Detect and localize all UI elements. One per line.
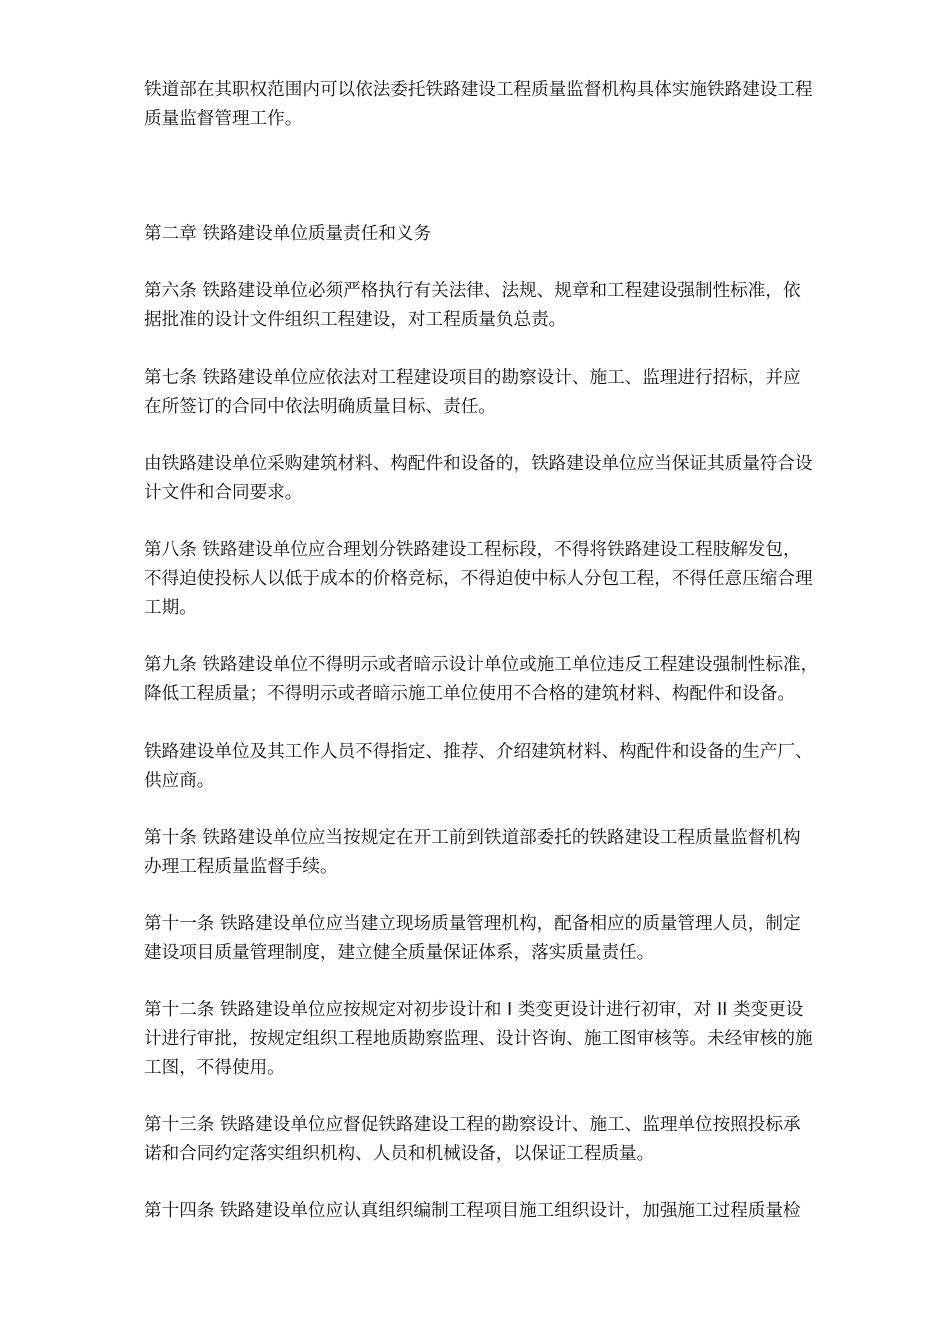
text-line: 第十二条 铁路建设单位应按规定对初步设计和 I 类变更设计进行初审，对 II 类变更设 <box>144 1000 804 1020</box>
article-7-paragraph <box>144 364 876 422</box>
chapter-heading-text: 第二章 铁路建设单位质量责任和义务 <box>144 224 432 244</box>
article-12-paragraph <box>144 996 876 1082</box>
intro-paragraph <box>144 76 876 134</box>
text-line: 工图，不得使用。 <box>144 1057 285 1078</box>
text-line: 第十一条 铁路建设单位应当建立现场质量管理机构，配备相应的质量管理人员，制定 <box>144 914 801 934</box>
text-line: 不得迫使投标人以低于成本的价格竞标，不得迫使中标人分包工程，不得任意压缩合理 <box>144 568 813 589</box>
article-9-paragraph <box>144 651 876 709</box>
text-line: 第十条 铁路建设单位应当按规定在开工前到铁道部委托的铁路建设工程质量监督机构 <box>144 828 801 848</box>
article-13-paragraph <box>144 1111 876 1169</box>
article-6-paragraph <box>144 277 876 335</box>
text-line: 质量监督管理工作。 <box>144 108 303 129</box>
text-line: 诺和合同约定落实组织机构、人员和机械设备，以保证工程质量。 <box>144 1143 655 1164</box>
article-11-paragraph <box>144 910 876 968</box>
text-line: 第十四条 铁路建设单位应认真组织编制工程项目施工组织设计，加强施工过程质量检 <box>144 1201 801 1221</box>
article-10-paragraph <box>144 824 876 882</box>
text-line: 由铁路建设单位采购建筑材料、构配件和设备的，铁路建设单位应当保证其质量符合设 <box>144 454 813 474</box>
text-line: 第七条 铁路建设单位应依法对工程建设项目的勘察设计、施工、监理进行招标，并应 <box>144 368 801 388</box>
chapter-heading <box>144 220 876 249</box>
text-line: 铁道部在其职权范围内可以依法委托铁路建设工程质量监督机构具体实施铁路建设工程 <box>144 80 813 100</box>
text-line: 建设项目质量管理制度，建立健全质量保证体系，落实质量责任。 <box>144 942 655 963</box>
staff-restriction-paragraph <box>144 738 876 796</box>
text-line: 第八条 铁路建设单位应合理划分铁路建设工程标段，不得将铁路建设工程肢解发包， <box>144 540 801 560</box>
text-line: 计进行审批，按规定组织工程地质勘察监理、设计咨询、施工图审核等。未经审核的施 <box>144 1028 813 1049</box>
text-line: 据批准的设计文件组织工程建设，对工程质量负总责。 <box>144 309 567 330</box>
text-line: 第九条 铁路建设单位不得明示或者暗示设计单位或施工单位违反工程建设强制性标准， <box>144 655 819 675</box>
text-line: 工期。 <box>144 597 197 618</box>
text-line: 计文件和合同要求。 <box>144 482 303 503</box>
text-line: 办理工程质量监督手续。 <box>144 856 338 877</box>
article-14-paragraph <box>144 1197 876 1226</box>
procurement-paragraph <box>144 450 876 508</box>
text-line: 铁路建设单位及其工作人员不得指定、推荐、介绍建筑材料、构配件和设备的生产厂、 <box>144 742 813 762</box>
text-line: 供应商。 <box>144 770 215 791</box>
text-line: 第十三条 铁路建设单位应督促铁路建设工程的勘察设计、施工、监理单位按照投标承 <box>144 1115 801 1135</box>
article-8-paragraph <box>144 536 876 622</box>
text-line: 降低工程质量；不得明示或者暗示施工单位使用不合格的建筑材料、构配件和设备。 <box>144 683 795 704</box>
text-line: 在所签订的合同中依法明确质量目标、责任。 <box>144 396 496 417</box>
text-line: 第六条 铁路建设单位必须严格执行有关法律、法规、规章和工程建设强制性标准，依 <box>144 281 801 301</box>
